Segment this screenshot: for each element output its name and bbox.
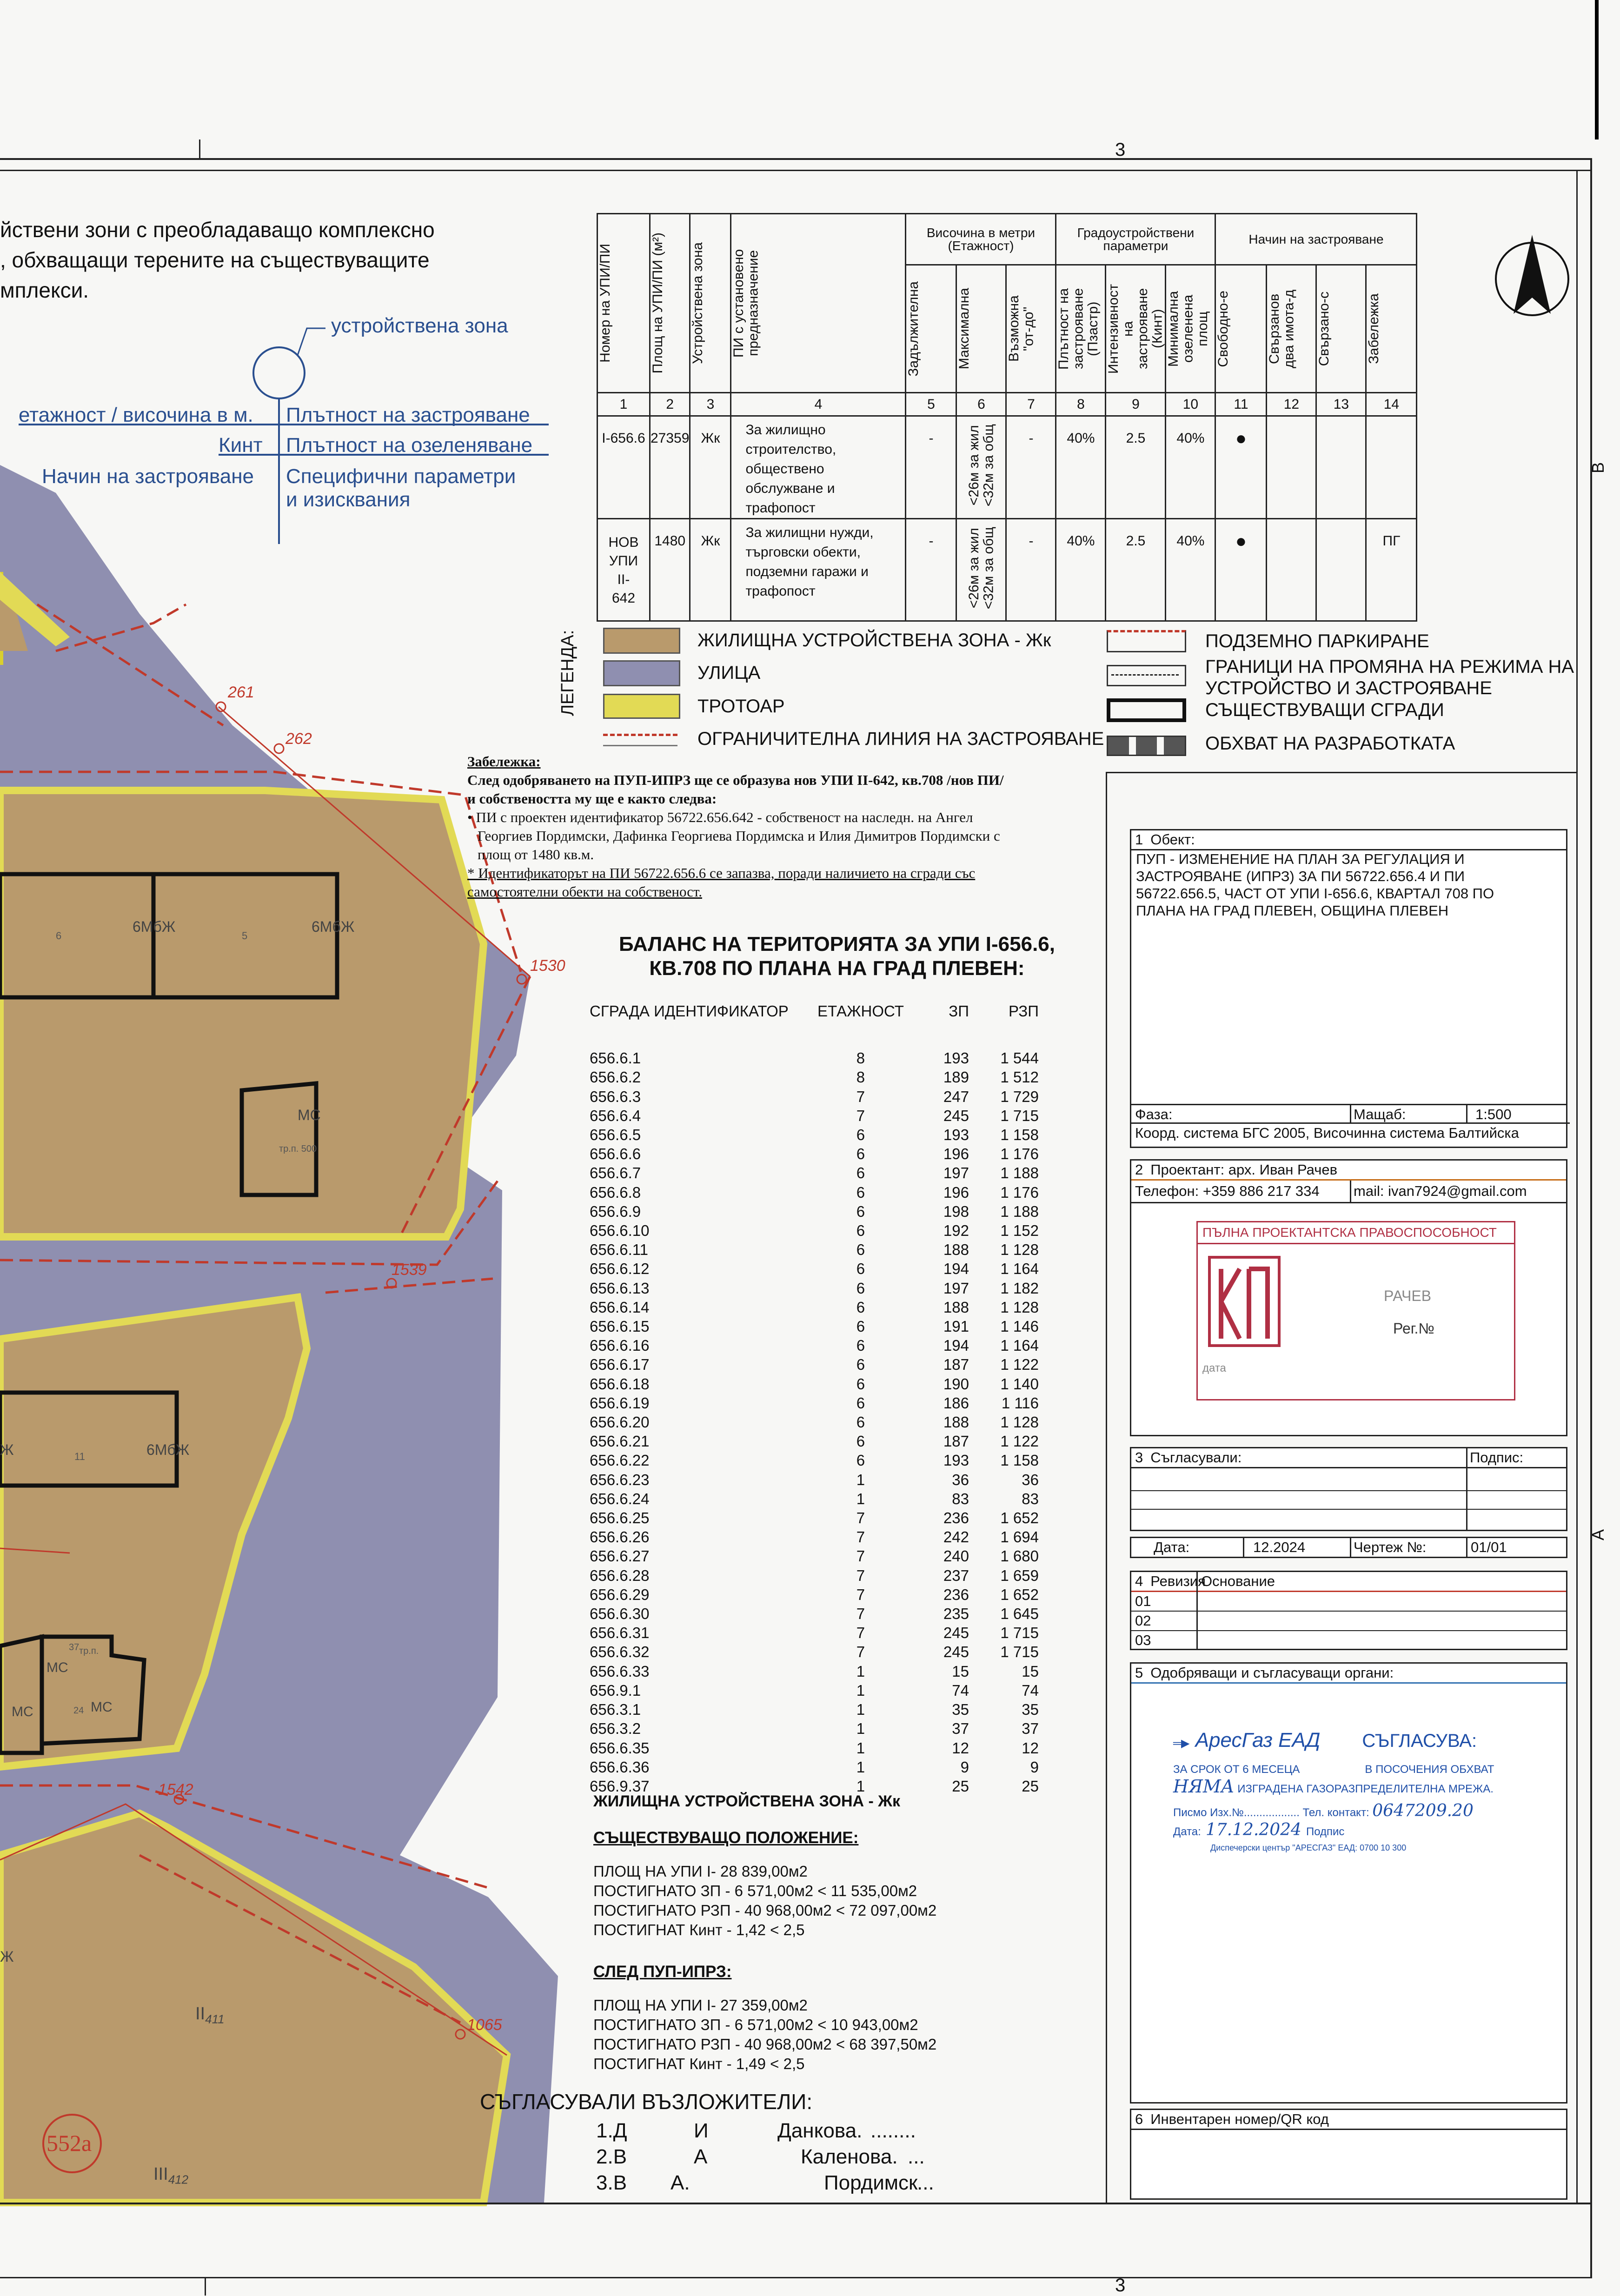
balance-row: 656.3.1 1 35 35 xyxy=(590,1701,1039,1719)
note-line: и собствеността му ще е както следва: xyxy=(467,790,717,807)
point-label-1542: 1542 xyxy=(158,1781,193,1798)
note-line: След одобряването на ПУП-ИПРЗ ще се образува нов УПИ II-642, кв.708 /нов ПИ/ xyxy=(467,772,1004,788)
title-block-object xyxy=(1130,829,1567,1148)
table-row: I-656.6 27359 Жк За жилищно строителство, обществено обслужване и трафопост - <26м за жил <32м за общ - 40% 2.5 40% ● xyxy=(598,416,1417,519)
assignor-row: 1.Д И Данкова. ........ xyxy=(596,2119,916,2142)
after-line: ПОСТИГНАТ Кинт - 1,49 < 2,5 xyxy=(593,2055,805,2072)
lot-label-iii: $III_{412}$ xyxy=(153,2164,189,2187)
intro-text xyxy=(0,215,435,305)
zone-key-floors: етажност / височина в м. xyxy=(19,404,253,426)
balance-row: 656.6.15 6 191 1 146 xyxy=(590,1318,1039,1335)
col-header: Свободно-е xyxy=(1215,265,1267,393)
title-block-approvals xyxy=(1130,1447,1567,1531)
designer-contact-row: Телефон: +359 886 217 334 mail: ivan7924@gmail.com xyxy=(1131,1181,1566,1203)
legend-title: ЛЕГЕНДА: xyxy=(558,630,578,716)
building-label: Ж xyxy=(0,1441,14,1458)
balance-row: 656.6.5 6 193 1 158 xyxy=(590,1126,1039,1143)
note-line: * Идентификаторът на ПИ 56722.656.6 се запазва, поради наличието на сгради със xyxy=(467,865,976,881)
col-header: Минимална озеленена площ xyxy=(1166,265,1215,393)
quarter-label: 552а xyxy=(46,2130,92,2156)
legend-label: ПОДЗЕМНО ПАРКИРАНЕ xyxy=(1205,631,1429,651)
balance-row: 656.3.2 1 37 37 xyxy=(590,1720,1039,1738)
legend-label: СЪЩЕСТВУВАЩИ СГРАДИ xyxy=(1205,700,1444,720)
balance-row: 656.6.27 7 240 1 680 xyxy=(590,1547,1039,1565)
balance-row: 656.6.11 6 188 1 128 xyxy=(590,1241,1039,1259)
title-block-top xyxy=(1106,772,1578,773)
balance-row: 656.6.12 6 194 1 164 xyxy=(590,1260,1039,1278)
balance-row: 656.6.8 6 196 1 176 xyxy=(590,1183,1039,1201)
after-title: СЛЕД ПУП-ИПРЗ: xyxy=(593,1963,732,1981)
point-label-261: 261 xyxy=(228,683,254,701)
inventory-header: 6 Инвентарен номер/QR код xyxy=(1131,2110,1566,2130)
after-line: ПОСТИГНАТО ЗП - 6 571,00м2 < 10 943,00м2 xyxy=(593,2016,918,2033)
assignor-row: 3.В А. Пордимск... xyxy=(596,2171,934,2194)
balance-row: 656.6.21 6 187 1 122 xyxy=(590,1433,1039,1450)
col-header: Свързано-с xyxy=(1316,265,1366,393)
col-header: Номер на УПИ/ПИ xyxy=(598,214,650,393)
point-label-1530: 1530 xyxy=(530,957,565,975)
legend-swatch-scope xyxy=(1107,736,1186,756)
assignors-list xyxy=(596,2118,934,2196)
balance-row: 656.6.14 6 188 1 128 xyxy=(590,1298,1039,1316)
building-label: МС xyxy=(12,1704,33,1719)
intro-line: йствени зони с преобладаващо комплексно xyxy=(0,218,435,242)
after-section xyxy=(593,1962,936,2074)
balance-row: 656.6.32 7 245 1 715 xyxy=(590,1643,1039,1661)
col-header: Забележка xyxy=(1366,265,1417,393)
upi-parameters-table xyxy=(597,213,1417,622)
balance-row: 656.9.37 1 25 25 xyxy=(590,1777,1039,1795)
legend-swatch-buildings xyxy=(1107,698,1186,722)
approvals-header: 3 Съгласували: Подпис: xyxy=(1131,1448,1566,1468)
legend-swatch-sidewalk xyxy=(603,694,680,719)
phase-row: Фаза: Мащаб: 1:500 xyxy=(1131,1104,1566,1124)
balance-row: 656.6.7 6 197 1 188 xyxy=(590,1164,1039,1182)
table-row: НОВ УПИ II-642 1480 Жк За жилищни нужди, търговски обекти, подземни гаражи и трафопост - <26м за жил <32м за общ - 40% 2.5 40% ● ПГ xyxy=(598,519,1417,621)
balance-row: 656.6.35 1 12 12 xyxy=(590,1739,1039,1757)
object-header: 1 Обект: xyxy=(1131,830,1566,850)
existing-section xyxy=(593,1828,936,1940)
zone-key-specific-2: и изисквания xyxy=(286,488,411,511)
col-header: Устройствена зона xyxy=(690,214,731,393)
after-line: ПЛОЩ НА УПИ I- 27 359,00м2 xyxy=(593,1997,808,2014)
point-label-1539: 1539 xyxy=(392,1261,427,1279)
zone-key-green: Плътност на озеленяване xyxy=(286,434,533,457)
frame-tick xyxy=(205,2277,206,2296)
legend-label: УЛИЦА xyxy=(697,663,761,683)
existing-title: СЪЩЕСТВУВАЩО ПОЛОЖЕНИЕ: xyxy=(593,1829,859,1847)
group-header-height: Височина в метри (Етажност) xyxy=(906,214,1056,265)
note-block xyxy=(467,752,1104,901)
point-label-1065: 1065 xyxy=(467,2016,502,2034)
legend-swatch-boundary-line xyxy=(1111,674,1179,676)
existing-line: ПОСТИГНАТ Кинт - 1,42 < 2,5 xyxy=(593,1921,805,1938)
page-number-top: 3 xyxy=(1115,139,1126,160)
revision-row: 02 xyxy=(1131,1612,1566,1631)
balance-title: БАЛАНС НА ТЕРИТОРИЯТА ЗА УПИ I-656.6, КВ.708 ПО ПЛАНА НА ГРАД ПЛЕВЕН: xyxy=(619,933,1055,980)
legend-label: ЖИЛИЩНА УСТРОЙСТВЕНА ЗОНА - Жк xyxy=(697,630,1051,650)
building-label: МС xyxy=(298,1107,321,1123)
side-letter-upper: B xyxy=(1588,462,1608,474)
balance-row: 656.6.29 7 236 1 652 xyxy=(590,1586,1039,1603)
zone-key-kint: Кинт xyxy=(219,434,263,457)
balance-row: 656.6.20 6 188 1 128 xyxy=(590,1413,1039,1431)
col-header: Свързанов два имота-д xyxy=(1267,265,1316,393)
architect-logo-icon xyxy=(1207,1255,1281,1348)
page-number-bottom: 3 xyxy=(1115,2275,1126,2296)
building-label: тр.п. xyxy=(79,1646,99,1656)
object-text: ПУП - ИЗМЕНЕНИЕ НА ПЛАН ЗА РЕГУЛАЦИЯ И ЗАСТРОЯВАНЕ (ИПРЗ) ЗА ПИ 56722.656.4 И ПИ 56722.656.5, ЧАСТ ОТ УПИ I-656.6, КВАРТАЛ 708 ПО ПЛАНА НА ГРАД ПЛЕВЕН, ОБЩИНА ПЛЕВЕН xyxy=(1136,851,1494,919)
designer-stamp: ПЪЛНА ПРОЕКТАНТСКА ПРАВОСПОСОБНОСТ РАЧЕВ Рег.№ дата xyxy=(1196,1221,1515,1400)
aresgas-stamp: ═▶ АресГаз ЕАД СЪГЛАСУВА: ЗА СРОК ОТ 6 МЕСЕЦА В ПОСОЧЕНИЯ ОБХВАТ НЯМА ИЗГРАДЕНА ГАЗОРАЗПРЕДЕЛИТЕЛНА МРЕЖА. Писмо Изх.№.................. Тел. контакт: 0647209.20 Дата: 17.12.2024 Подпис Диспечерски център "АРЕСГАЗ" ЕАД: 0700 10 300 xyxy=(1173,1729,1494,1852)
frame-right-inner xyxy=(1576,170,1578,2204)
balance-row: 656.6.19 6 186 1 116 xyxy=(590,1394,1039,1412)
balance-table xyxy=(590,1002,1039,1796)
zone-key-zone: устройствена зона xyxy=(331,314,508,337)
column-number-row: 1 2 3 4 5 6 7 8 9 10 11 12 13 14 xyxy=(598,393,1417,416)
lot-label-ii: $II_{411}$ xyxy=(195,2004,225,2026)
balance-row: 656.6.24 1 83 83 xyxy=(590,1490,1039,1507)
balance-row: 656.6.36 1 9 9 xyxy=(590,1758,1039,1776)
legend-swatch-restriction-2 xyxy=(603,745,677,746)
building-label: МС xyxy=(46,1660,68,1675)
balance-row: 656.6.10 6 192 1 152 xyxy=(590,1222,1039,1240)
legend-swatch-parking xyxy=(1107,630,1186,652)
building-label: тр.п. 500 xyxy=(279,1144,317,1154)
col-header: Възможна "от-до" xyxy=(1006,265,1056,393)
zone-key-density: Плътност на застрояване xyxy=(286,404,530,426)
balance-row: 656.6.2 8 189 1 512 xyxy=(590,1068,1039,1086)
intro-line: , обхващащи терените на съществуващите xyxy=(0,248,430,272)
legend-label: ОБХВАТ НА РАЗРАБОТКАТА xyxy=(1205,733,1455,754)
balance-row: 656.6.4 7 245 1 715 xyxy=(590,1107,1039,1124)
frame-tick xyxy=(199,139,200,159)
group-header-method: Начин на застрояване xyxy=(1215,214,1417,265)
building-label: 6МбЖ xyxy=(133,918,176,935)
balance-row: 656.6.13 6 197 1 182 xyxy=(590,1279,1039,1297)
title-block-revisions xyxy=(1130,1571,1567,1650)
balance-row: 656.6.33 1 15 15 xyxy=(590,1662,1039,1680)
building-label: 6 xyxy=(56,930,62,942)
title-block-designer xyxy=(1130,1159,1567,1436)
balance-row: 656.6.6 6 196 1 176 xyxy=(590,1145,1039,1163)
balance-row: 656.6.17 6 187 1 122 xyxy=(590,1356,1039,1374)
balance-header-row: СГРАДА ИДЕНТИФИКАТОР ЕТАЖНОСТ ЗП РЗП xyxy=(590,1002,1039,1020)
legend-swatch-boundary xyxy=(1107,665,1186,686)
balance-row: 656.6.18 6 190 1 140 xyxy=(590,1375,1039,1393)
legend-swatch-restriction xyxy=(603,734,677,736)
balance-row: 656.6.3 7 247 1 729 xyxy=(590,1088,1039,1105)
balance-row: 656.6.16 6 194 1 164 xyxy=(590,1337,1039,1354)
building-label: 24 xyxy=(73,1705,84,1716)
note-line: площ от 1480 кв.м. xyxy=(478,846,594,863)
title-block-divider xyxy=(1106,772,1107,2204)
balance-row: 656.6.25 7 236 1 652 xyxy=(590,1509,1039,1527)
balance-row: 656.6.28 7 237 1 659 xyxy=(590,1566,1039,1584)
frame-bottom xyxy=(0,2203,1590,2204)
zone-key-specific: Специфични параметри xyxy=(286,465,516,488)
col-header: Площ на УПИ/ПИ (м²) xyxy=(650,214,690,393)
assignors-title: СЪГЛАСУВАЛИ ВЪЗЛОЖИТЕЛИ: xyxy=(480,2090,813,2114)
date-row: Дата: 12.2024 Чертеж №: 01/01 xyxy=(1130,1537,1567,1558)
note-title: Забележка: xyxy=(467,753,541,770)
legend-label: ТРОТОАР xyxy=(697,696,785,717)
balance-zone-label: ЖИЛИЩНА УСТРОЙСТВЕНА ЗОНА - Жк xyxy=(593,1792,901,1810)
balance-row: 656.6.26 7 242 1 694 xyxy=(590,1528,1039,1546)
balance-row: 656.9.1 1 74 74 xyxy=(590,1681,1039,1699)
building-label: Ж xyxy=(0,1948,14,1965)
col-header: Интензивност на застрояване (Кинт) xyxy=(1106,265,1166,393)
zone-key-diagram xyxy=(0,307,558,549)
balance-row: 656.6.9 6 198 1 188 xyxy=(590,1202,1039,1220)
title-block-inner xyxy=(1595,0,1599,139)
revision-row: 03 xyxy=(1135,1632,1151,1648)
intro-line: мплекси. xyxy=(0,278,89,302)
aresgas-logo-icon: ═▶ xyxy=(1173,1737,1190,1750)
side-letter-lower: A xyxy=(1588,1529,1608,1541)
legend-label: ОГРАНИЧИТЕЛНА ЛИНИЯ НА ЗАСТРОЯВАНЕ xyxy=(697,729,1104,749)
revisions-header: 4 Ревизия Основание xyxy=(1131,1572,1566,1592)
assignor-row: 2.В А Каленова. ... xyxy=(596,2145,925,2168)
designer-header: 2 Проектант: арх. Иван Рачев xyxy=(1131,1161,1566,1181)
frame-top-inner xyxy=(0,170,1590,171)
building-label: 11 xyxy=(74,1451,85,1462)
after-line: ПОСТИГНАТО РЗП - 40 968,00м2 < 68 397,50м2 xyxy=(593,2036,937,2053)
note-line: самостоятелни обекти на собственост. xyxy=(467,883,702,900)
note-line: Георгиев Пордимски, Дафинка Георгиева Пордимска и Илия Димитров Пордимски с xyxy=(478,828,1000,844)
existing-line: ПОСТИГНАТО РЗП - 40 968,00м2 < 72 097,00м2 xyxy=(593,1902,937,1919)
building-label: 6МбЖ xyxy=(312,918,355,935)
coords-row: Коорд. система БГС 2005, Височинна система Балтийска xyxy=(1131,1122,1570,1142)
building-label: 6МбЖ xyxy=(146,1441,190,1458)
existing-line: ПЛОЩ НА УПИ I- 28 839,00м2 xyxy=(593,1863,808,1880)
legend-label: ГРАНИЦИ НА ПРОМЯНА НА РЕЖИМА НА xyxy=(1205,657,1574,677)
frame-right xyxy=(1590,158,1592,2278)
title-block-authorities xyxy=(1130,1662,1567,2104)
revision-row: 01 xyxy=(1131,1592,1566,1612)
zone-key-method: Начин на застрояване xyxy=(42,465,254,488)
point-label-262: 262 xyxy=(285,730,312,748)
legend-swatch-residential xyxy=(603,628,680,654)
balance-row: 656.6.30 7 235 1 645 xyxy=(590,1605,1039,1623)
legend-swatch-street xyxy=(603,660,680,686)
north-arrow-icon xyxy=(1493,228,1572,330)
balance-row: 656.6.1 8 193 1 544 xyxy=(590,1049,1039,1067)
group-header-params: Градоустройствени параметри xyxy=(1056,214,1215,265)
building-label: 5 xyxy=(242,930,248,942)
balance-row: 656.6.23 1 36 36 xyxy=(590,1471,1039,1488)
note-line: • ПИ с проектен идентификатор 56722.656.642 - собственост на наследн. на Ангел xyxy=(467,809,973,825)
frame-top xyxy=(0,158,1590,160)
col-header: Плътност на застрояване (Пзастр) xyxy=(1056,265,1106,393)
balance-row: 656.6.22 6 193 1 158 xyxy=(590,1452,1039,1469)
col-header: Максимална xyxy=(956,265,1006,393)
title-block-inventory xyxy=(1130,2109,1567,2200)
building-label: МС xyxy=(91,1699,113,1715)
authorities-header: 5 Одобряващи и съгласуващи органи: xyxy=(1131,1664,1566,1684)
col-header: ПИ с установено предназначение xyxy=(731,214,906,393)
building-label: 37 xyxy=(69,1642,80,1652)
existing-line: ПОСТИГНАТО ЗП - 6 571,00м2 < 11 535,00м2 xyxy=(593,1882,917,1899)
col-header: Задължителна xyxy=(906,265,956,393)
frame-bottom-outer xyxy=(0,2277,1590,2278)
legend-label: УСТРОЙСТВО И ЗАСТРОЯВАНЕ xyxy=(1205,678,1492,698)
balance-row: 656.6.31 7 245 1 715 xyxy=(590,1624,1039,1642)
